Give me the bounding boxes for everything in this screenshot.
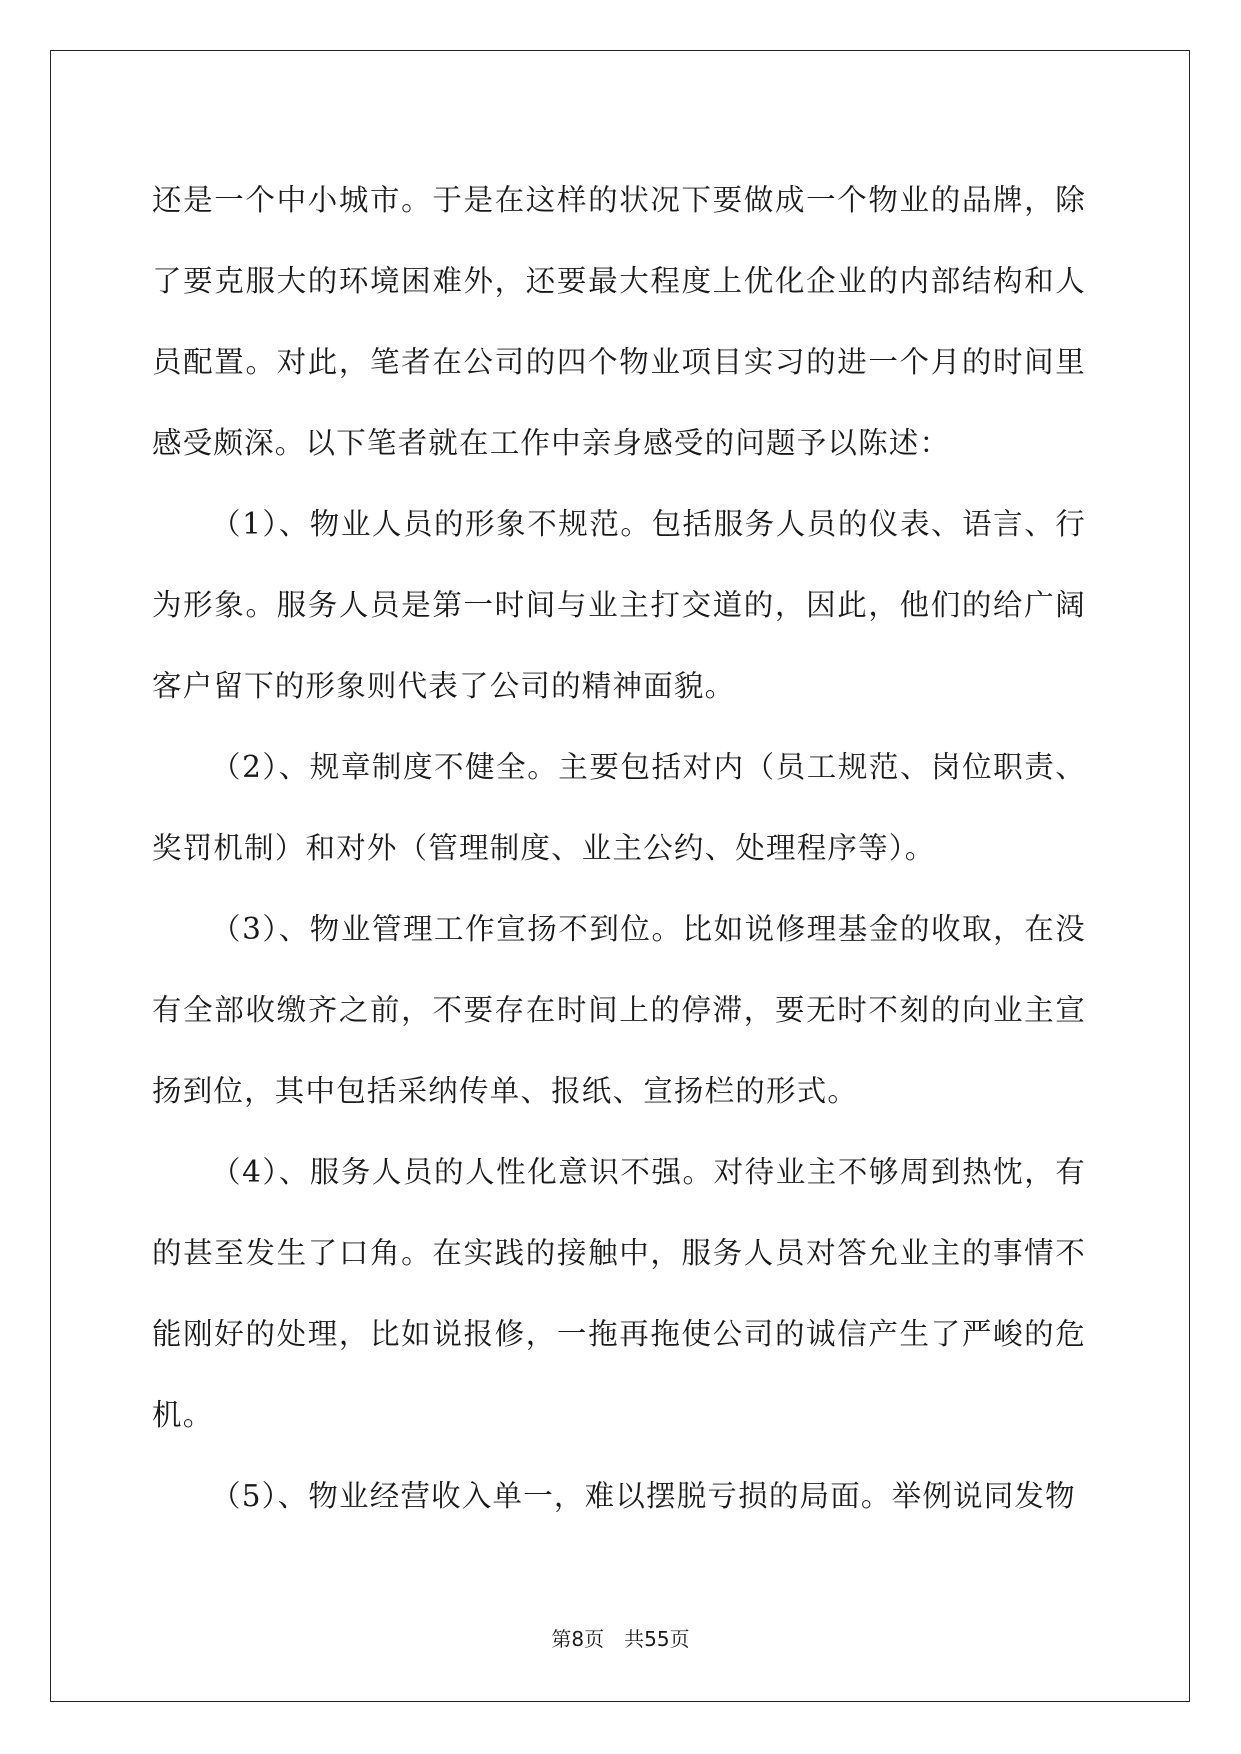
- page-total: 共55页: [624, 1627, 690, 1651]
- document-body: [152, 160, 1086, 1537]
- page-number: 第8页: [551, 1627, 605, 1651]
- paragraph-item-4: （4）、服务人员的人性化意识不强。对待业主不够周到热忱，有的甚至发生了口角。在实践的接触中，服务人员对答允业主的事情不能刚好的处理，比如说报修，一拖再拖使公司的诚信产生了严峻的危机。: [152, 1155, 1086, 1432]
- paragraph-item-2: （2）、规章制度不健全。主要包括对内（员工规范、岗位职责、奖罚机制）和对外（管理制度、业主公约、处理程序等）。: [152, 750, 1086, 865]
- paragraph-item-3: （3）、物业管理工作宣扬不到位。比如说修理基金的收取，在没有全部收缴齐之前，不要存在时间上的停滞，要无时不刻的向业主宣扬到位，其中包括采纳传单、报纸、宣扬栏的形式。: [152, 912, 1086, 1108]
- paragraph-item-5: （5）、物业经营收入单一，难以摆脱亏损的局面。举例说同发物: [211, 1479, 1076, 1513]
- paragraph-intro: 还是一个中小城市。于是在这样的状况下要做成一个物业的品牌，除了要克服大的环境困难外，还要最大程度上优化企业的内部结构和人员配置。对此，笔者在公司的四个物业项目实习的进一个月的时间里感受颇深。以下笔者就在工作中亲身感受的问题予以陈述：: [152, 183, 1086, 460]
- paragraph-item-1: （1）、物业人员的形象不规范。包括服务人员的仪表、语言、行为形象。服务人员是第一时间与业主打交道的，因此，他们的给广阔客户留下的形象则代表了公司的精神面貌。: [152, 507, 1086, 703]
- page-footer: [0, 1627, 1241, 1651]
